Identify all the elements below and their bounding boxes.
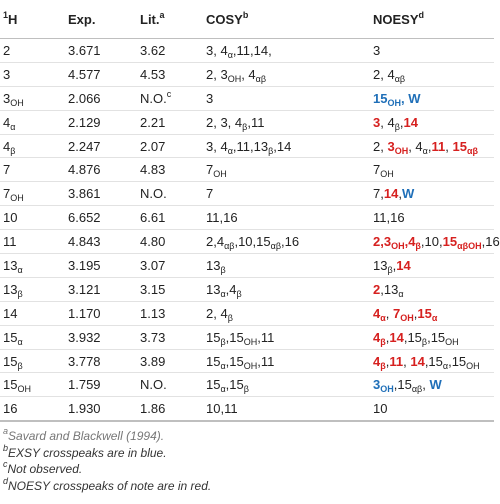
cell-cosy (206, 134, 373, 158)
cell-cosy (206, 86, 373, 110)
cell-noesy (373, 39, 494, 63)
cell-lit (140, 134, 206, 158)
cell-cosy (206, 301, 373, 325)
cell-text: α (431, 312, 438, 323)
table-row (0, 254, 494, 278)
cell-cosy (206, 39, 373, 63)
cell-proton (0, 349, 68, 373)
cell-cosy (206, 254, 373, 278)
cell-text: , (445, 138, 453, 154)
cell-text: 3.62 (140, 42, 166, 58)
cell-text: ,15 (424, 353, 443, 369)
cell-proton (0, 277, 68, 301)
cell-exp: 1.170 (68, 301, 140, 325)
cell-exp: 3.121 (68, 277, 140, 301)
cell-lit (140, 349, 206, 373)
cell-text: 11 (431, 138, 446, 154)
cell-text: 11 (3, 234, 17, 250)
table-row (0, 39, 494, 63)
cell-text: αβ (394, 73, 406, 84)
cell-exp: 2.066 (68, 86, 140, 110)
cell-text: ,15 (393, 377, 412, 393)
table-row (0, 182, 494, 206)
header-cosy-sup: b (242, 9, 249, 20)
header-noesy-sup: d (418, 9, 425, 20)
header-lit-sup: a (159, 9, 165, 20)
cell-text: 4 (3, 138, 11, 154)
cell-text: 3.07 (140, 257, 166, 273)
cell-text: ,15 (225, 329, 244, 345)
cell-text: ,4 (404, 234, 416, 250)
cell-text: β (387, 264, 393, 275)
cell-lit (140, 158, 206, 182)
cell-text: 3 (206, 90, 214, 106)
cell-text: ,4 (225, 281, 237, 297)
cell-text: αβ (224, 241, 235, 252)
footnote-text: Savard and Blackwell (1994). (8, 429, 165, 444)
footnote-text: NOESY crosspeaks of note are in red. (8, 478, 212, 493)
cell-exp: 2.129 (68, 110, 140, 134)
cell-text: 15 (206, 329, 221, 345)
cell-text: 6.61 (140, 210, 166, 226)
footnote-c (3, 461, 491, 478)
cell-exp: 4.876 (68, 158, 140, 182)
cell-text: 3 (373, 377, 381, 393)
cell-text: OH (466, 360, 480, 371)
cell-noesy (373, 110, 494, 134)
table-row (0, 110, 494, 134)
cell-text: β (220, 336, 226, 347)
cell-text: 15 (3, 377, 18, 393)
cell-noesy (373, 325, 494, 349)
header-1h (0, 0, 68, 39)
cell-text: , W (400, 90, 421, 106)
cell-cosy (206, 158, 373, 182)
cell-text: β (415, 241, 421, 252)
cell-noesy (373, 349, 494, 373)
cell-text: β (268, 145, 274, 156)
cell-text: β (380, 360, 386, 371)
table-row (0, 206, 494, 230)
cell-text: , (385, 353, 390, 369)
cell-text: 15 (442, 234, 458, 250)
cell-text: β (243, 384, 249, 395)
cell-text: OH (391, 241, 405, 252)
table-row (0, 158, 494, 182)
cell-text: 2,3 (373, 234, 392, 250)
cell-text: α (10, 121, 16, 132)
cell-text: 14 (396, 257, 411, 273)
cell-text: , (398, 186, 402, 202)
cell-text: OH (445, 336, 459, 347)
cell-text: 15 (206, 377, 221, 393)
cell-text: 15 (417, 305, 432, 321)
cell-text: 3.89 (140, 353, 166, 369)
cell-text: β (380, 336, 386, 347)
cell-text: β (10, 145, 16, 156)
cell-text: 2,4 (206, 234, 225, 250)
header-1h-superscript: 1 (3, 9, 9, 20)
cell-text: 7 (206, 186, 214, 202)
cell-lit (140, 254, 206, 278)
cell-text: αβ (255, 73, 267, 84)
cell-text: 15 (3, 353, 18, 369)
cell-text: 11,16 (373, 210, 405, 226)
cell-text: ,11 (257, 329, 275, 345)
cell-text: αβ (466, 145, 478, 156)
cell-noesy (373, 230, 500, 254)
cell-proton (0, 39, 68, 63)
cell-cosy (206, 397, 373, 421)
cell-text: α (380, 312, 386, 323)
cell-text: 15 (206, 353, 221, 369)
cell-exp: 2.247 (68, 134, 140, 158)
cell-text: β (394, 121, 400, 132)
cell-text: W (429, 377, 442, 393)
cell-proton (0, 110, 68, 134)
cell-cosy (206, 206, 373, 230)
cell-text: 15 (3, 329, 18, 345)
cell-text: ,16 (281, 234, 300, 250)
cell-noesy (373, 182, 494, 206)
cell-text: 3 (373, 42, 381, 58)
cell-text: 14 (403, 114, 418, 130)
cell-text: OH (243, 336, 258, 347)
cell-text: 3, 4 (206, 138, 228, 154)
cell-cosy (206, 325, 373, 349)
cell-text: OH (380, 169, 394, 180)
cell-text: c (166, 88, 172, 99)
cell-text: α (398, 288, 404, 299)
cell-text: 3.15 (140, 281, 166, 297)
cell-text: , (403, 353, 411, 369)
cell-noesy (373, 254, 494, 278)
cell-text: , 4 (408, 138, 423, 154)
cell-text: 10 (3, 210, 18, 226)
cell-text: ,11 (247, 114, 265, 130)
cell-lit (140, 62, 206, 86)
cell-lit (140, 397, 206, 421)
cell-exp: 3.861 (68, 182, 140, 206)
cell-proton (0, 301, 68, 325)
cell-text: ,15 (403, 329, 422, 345)
cell-text: α (220, 384, 226, 395)
header-1h-label: H (8, 11, 18, 27)
cell-text: 15 (373, 90, 388, 106)
cell-text: α (17, 336, 23, 347)
cell-text: α (227, 49, 233, 60)
cell-exp: 4.577 (68, 62, 140, 86)
cell-text: 4 (373, 353, 381, 369)
cell-lit (140, 39, 206, 63)
cell-text: α (442, 360, 449, 371)
cell-lit (140, 230, 206, 254)
cell-lit (140, 206, 206, 230)
cell-text: 4.83 (140, 162, 166, 178)
cell-noesy (373, 134, 494, 158)
cell-text: ,10,15 (234, 234, 271, 250)
cell-text: 7 (3, 186, 11, 202)
cell-text: β (17, 360, 23, 371)
cell-text: N.O. (140, 186, 167, 202)
cell-text: 2, 3 (206, 66, 228, 82)
footnote-text: Not observed. (7, 462, 83, 477)
cell-text: 2.21 (140, 114, 166, 130)
cell-text: ,15 (225, 377, 244, 393)
cell-text: 15 (452, 138, 467, 154)
cell-text: ,11,13 (232, 138, 269, 154)
cell-text: 13 (373, 257, 388, 273)
header-lit-label: Lit. (140, 11, 160, 27)
table-body (0, 39, 500, 422)
cell-text: N.O. (140, 90, 167, 106)
cell-text: , (399, 114, 404, 130)
cell-text: β (421, 336, 428, 347)
table-row (0, 230, 494, 254)
cell-text: 3 (373, 114, 381, 130)
footnote-d (3, 475, 491, 495)
cell-text: 13 (3, 281, 18, 297)
cell-text: β (220, 264, 226, 275)
cell-text: αβ (270, 241, 282, 252)
cell-text: ,11 (257, 353, 275, 369)
cell-cosy (206, 182, 373, 206)
cell-proton (0, 182, 68, 206)
cell-lit (140, 110, 206, 134)
cell-text: 2 (373, 281, 381, 297)
table-row (0, 134, 494, 158)
cell-text: α (17, 264, 23, 275)
cell-text: 2 (3, 42, 11, 58)
cell-text: 2, (373, 138, 388, 154)
cell-text: 7 (373, 162, 381, 178)
cell-text: , (385, 305, 394, 321)
table-row (0, 373, 494, 397)
cell-exp: 6.652 (68, 206, 140, 230)
cell-text: 4.53 (140, 66, 166, 82)
cell-proton (0, 206, 68, 230)
cell-text: OH (243, 360, 258, 371)
cell-lit (140, 277, 206, 301)
cell-text: 3.73 (140, 329, 166, 345)
cell-text: ,16 (481, 234, 500, 250)
cell-text: 14 (410, 353, 425, 369)
cell-text: N.O. (140, 377, 167, 393)
header-exp: Exp. (68, 0, 140, 39)
cell-lit (140, 301, 206, 325)
cell-text: OH (394, 145, 409, 156)
cell-text: αβ (411, 384, 423, 395)
cell-proton (0, 158, 68, 182)
cell-text: 4 (3, 114, 11, 130)
cell-text: W (401, 186, 415, 202)
cell-text: 2.07 (140, 138, 166, 154)
cell-lit (140, 86, 206, 110)
cell-text: 10,11 (206, 401, 238, 417)
cell-lit (140, 325, 206, 349)
cell-text: 16 (3, 401, 18, 417)
cell-text: OH (227, 73, 242, 84)
cell-cosy (206, 349, 373, 373)
cell-text: ,15 (448, 353, 467, 369)
cell-text: OH (400, 312, 414, 323)
cell-text: , (392, 257, 397, 273)
cell-text: 11,16 (206, 210, 238, 226)
cell-text: OH (387, 97, 401, 108)
cell-text: OH (10, 193, 24, 204)
cell-text: OH (213, 169, 227, 180)
footnote-mark: c (3, 459, 8, 470)
table-row (0, 62, 494, 86)
cell-text: 3 (3, 66, 11, 82)
cell-text: , (413, 305, 418, 321)
table-row (0, 86, 494, 110)
cell-proton (0, 134, 68, 158)
cell-text: α (227, 145, 233, 156)
cell-text: OH (380, 384, 394, 395)
footnote-mark: a (3, 426, 9, 437)
footnote-mark: d (3, 475, 9, 486)
table-row (0, 277, 494, 301)
cell-text: 1.86 (140, 401, 166, 417)
table-row (0, 301, 494, 325)
cell-text: β (17, 288, 23, 299)
cell-text: , 4 (241, 66, 256, 82)
cell-lit (140, 182, 206, 206)
cell-text: , (385, 329, 390, 345)
header-row (0, 0, 494, 39)
cell-text: , 4 (380, 114, 395, 130)
cell-exp: 1.759 (68, 373, 140, 397)
cell-proton (0, 397, 68, 421)
cell-cosy (206, 277, 373, 301)
cell-proton (0, 254, 68, 278)
cell-text: 13 (206, 281, 221, 297)
cell-text: αβOH (457, 241, 482, 252)
cell-text: 4 (373, 329, 381, 345)
cell-exp: 1.930 (68, 397, 140, 421)
cell-noesy (373, 158, 494, 182)
cell-exp: 3.671 (68, 39, 140, 63)
cell-noesy (373, 62, 494, 86)
cell-text: ,14 (273, 138, 292, 154)
footnote-b (3, 442, 491, 462)
cell-noesy (373, 301, 494, 325)
cell-text: , (422, 377, 430, 393)
header-noesy (373, 0, 494, 39)
cell-text: 2, 4 (373, 66, 395, 82)
cell-text: 4.80 (140, 234, 166, 250)
cell-text: β (227, 312, 233, 323)
cell-text: 3, 4 (206, 42, 228, 58)
cell-text: 13 (206, 257, 221, 273)
cell-text: 2, 4 (206, 305, 228, 321)
cell-text: ,15 (225, 353, 244, 369)
cell-proton (0, 86, 68, 110)
cell-text: β (242, 121, 248, 132)
cell-text: OH (10, 97, 24, 108)
cell-text: , (427, 138, 432, 154)
cell-text: 7 (3, 162, 11, 178)
header-cosy (206, 0, 373, 39)
cell-text: α (220, 360, 226, 371)
cell-text: ,10, (420, 234, 443, 250)
cell-cosy (206, 62, 373, 86)
cell-proton (0, 230, 68, 254)
cell-text: OH (17, 384, 31, 395)
header-noesy-label: NOESY (373, 11, 419, 27)
cell-text: 10 (373, 401, 388, 417)
cell-noesy (373, 206, 494, 230)
cell-text: 7 (206, 162, 214, 178)
cell-text: 2, 3, 4 (206, 114, 243, 130)
cell-cosy (206, 373, 373, 397)
cell-text: β (236, 288, 242, 299)
cell-lit (140, 373, 206, 397)
cell-text: α (220, 288, 226, 299)
cell-text: ,11,14, (232, 42, 272, 58)
cell-text: 11 (389, 353, 404, 369)
cell-text: 3 (3, 90, 11, 106)
table-header (0, 0, 494, 39)
cell-text: 14 (3, 305, 18, 321)
footnote-text: EXSY crosspeaks are in blue. (8, 445, 167, 460)
header-cosy-label: COSY (206, 11, 243, 27)
cell-noesy (373, 86, 494, 110)
cell-text: 7, (373, 186, 384, 202)
footnote-a (3, 428, 491, 445)
cell-proton (0, 325, 68, 349)
cell-text: ,13 (380, 281, 399, 297)
cell-text: α (422, 145, 428, 156)
cell-noesy (373, 277, 494, 301)
cell-text: 14 (389, 329, 404, 345)
cell-exp: 3.932 (68, 325, 140, 349)
footnote-mark: b (3, 442, 9, 453)
table-row (0, 349, 494, 373)
cell-exp: 3.195 (68, 254, 140, 278)
cell-exp: 4.843 (68, 230, 140, 254)
cell-noesy (373, 373, 494, 397)
cell-noesy (373, 397, 494, 421)
cell-text: ,15 (427, 329, 446, 345)
cell-proton (0, 373, 68, 397)
cell-text: 13 (3, 257, 18, 273)
table-row (0, 325, 494, 349)
cell-text: 3 (387, 138, 395, 154)
header-lit (140, 0, 206, 39)
footnotes (0, 422, 491, 494)
cell-text: 1.13 (140, 305, 166, 321)
cell-text: 7 (393, 305, 401, 321)
cell-exp: 3.778 (68, 349, 140, 373)
cell-text: 4 (373, 305, 381, 321)
cell-text: 14 (383, 186, 399, 202)
cell-cosy (206, 230, 373, 254)
cell-cosy (206, 110, 373, 134)
cell-proton (0, 62, 68, 86)
table-row (0, 397, 494, 421)
